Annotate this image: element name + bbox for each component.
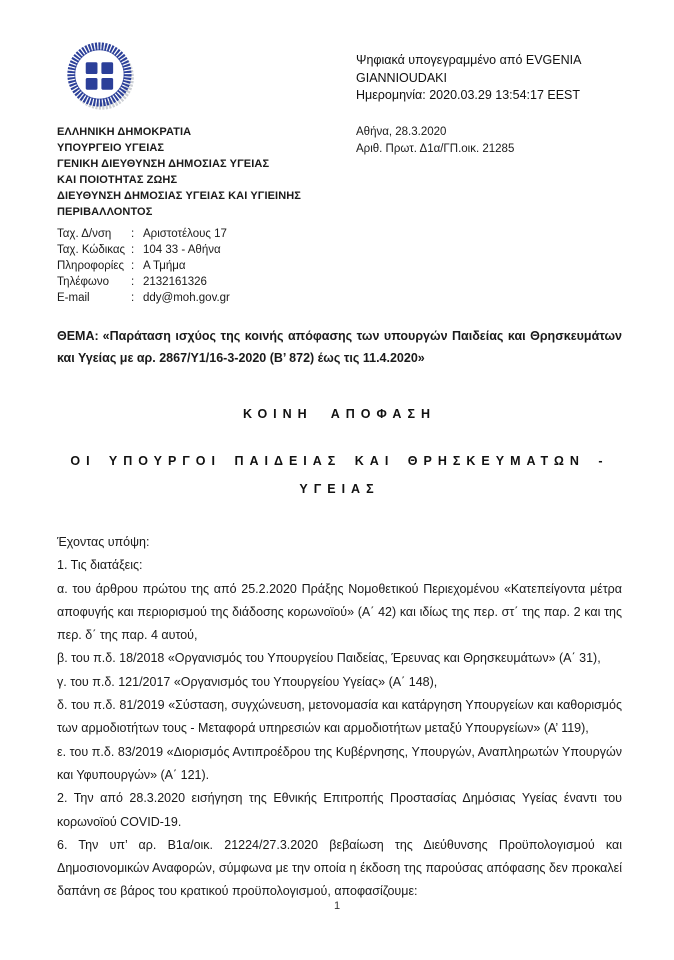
contact-row-phone [57, 274, 622, 290]
contact-value: Αριστοτέλους 17 [143, 228, 227, 240]
contact-row-address [57, 226, 622, 242]
document-date: Αθήνα, 28.3.2020 [356, 126, 447, 138]
contact-row-email [57, 290, 622, 306]
agency-line-directorate-2: ΠΕΡΙΒΑΛΛΟΝΤΟΣ [57, 206, 153, 218]
contact-colon: : [131, 276, 135, 288]
contact-label: E-mail [57, 292, 90, 304]
digital-signature [356, 40, 622, 105]
contact-label: Τηλέφωνο [57, 276, 110, 288]
contact-row-information [57, 258, 622, 274]
protocol-number: Αριθ. Πρωτ. Δ1α/ΓΠ.οικ. 21285 [356, 142, 515, 155]
heading-ministers-education-religion: ΟΙ ΥΠΟΥΡΓΟΙ ΠΑΙΔΕΙΑΣ ΚΑΙ ΘΡΗΣΚΕΥΜΑΤΩΝ - [70, 454, 609, 468]
agency-line-gen-directorate-2: ΚΑΙ ΠΟΙΟΤΗΤΑΣ ΖΩΗΣ [57, 174, 178, 186]
agency-line-ministry: ΥΠΟΥΡΓΕΙΟ ΥΓΕΙΑΣ [57, 142, 165, 154]
agency-line-gen-directorate-1: ΓΕΝΙΚΗ ΔΙΕΥΘΥΝΣΗ ΔΗΜΟΣΙΑΣ ΥΓΕΙΑΣ [57, 158, 270, 170]
agency-line-republic: ΕΛΛΗΝΙΚΗ ΔΗΜΟΚΡΑΤΙΑ [57, 126, 192, 138]
subject [57, 325, 622, 369]
contact-colon: : [131, 228, 135, 240]
contact-label: Ταχ. Κώδικας [57, 244, 126, 256]
greek-emblem-icon [61, 40, 141, 112]
signature-line-3: Ημερομηνία: 2020.03.29 13:54:17 EEST [356, 88, 581, 102]
subject-text: «Παράταση ισχύος της κοινής απόφασης των υπουργών Παιδείας και Θρησκευμάτων και Υγείας με αρ. 2867/Υ1/16-3-2020 (Β’ 872) έως τις 11.4.2020» [57, 329, 622, 365]
contact-label: Πληροφορίες [57, 260, 125, 272]
page-number: 1 [333, 900, 341, 912]
body-paragraph-item-a: α. του άρθρου πρώτου της από 25.2.2020 Πράξης Νομοθετικού Περιεχομένου «Κατεπείγοντα μέτρα αποφυγής και περιορισμού της διάδοσης κορωνοϊού» (Α΄ 42) και ιδίως της περ. στ΄ της παρ. 2 και της περ. δ΄ της παρ. 4 αυτού, [57, 581, 622, 643]
signature-line-2: GIANNIOUDAKI [356, 70, 447, 85]
heading-joint-decision: ΚΟΙΝΗ ΑΠΟΦΑΣΗ [243, 407, 436, 421]
contact-value: ddy@moh.gov.gr [143, 292, 230, 304]
body-paragraph-item-d: δ. του π.δ. 81/2019 «Σύσταση, συγχώνευση, μετονομασία και κατάργηση Υπουργείων και καθορισμός των αρμοδιοτήτων τους - Μεταφορά υπηρεσιών και αρμοδιοτήτων μεταξύ Υπουργείων» (Α’ 119), [57, 698, 622, 736]
body-paragraph-item-e: ε. του π.δ. 83/2019 «Διορισμός Αντιπροέδρου της Κυβέρνησης, Υπουργών, Αναπληρωτών Υπουργών και Υφυπουργών» (Α΄ 121). [57, 744, 622, 782]
contact-block [57, 226, 622, 306]
body-paragraph-item-2: 2. Την από 28.3.2020 εισήγηση της Εθνικής Επιτροπής Προστασίας Δημόσιας Υγείας έναντι του κορωνοϊού COVID-19. [57, 791, 622, 829]
contact-row-postcode [57, 242, 622, 258]
body-paragraph-item-6: 6. Την υπ’ αρ. Β1α/οικ. 21224/27.3.2020 βεβαίωση της Διεύθυνσης Προϋπολογισμού και Δημοσιονομικών Αναφορών, σύμφωνα με την οποία η έκδοση της παρούσας απόφασης δεν προκαλεί δαπάνη σε βάρος του κρατικού προϋπολογισμού, αποφασίζουμε: [57, 837, 622, 899]
contact-colon: : [131, 292, 135, 304]
subject-label: ΘΕΜΑ: [57, 329, 99, 343]
agency-line-directorate-1: ΔΙΕΥΘΥΝΣΗ ΔΗΜΟΣΙΑΣ ΥΓΕΙΑΣ ΚΑΙ ΥΓΙΕΙΝΗΣ [57, 190, 302, 202]
heading-ministers-health: ΥΓΕΙΑΣ [299, 482, 380, 496]
contact-colon: : [131, 244, 135, 256]
signature-line-1: Ψηφιακά υπογεγραμμένο από EVGENIA [356, 53, 582, 67]
contact-value: Α Τμήμα [143, 260, 186, 272]
contact-value: 2132161326 [143, 276, 207, 288]
agency-block [57, 124, 356, 220]
body-paragraph-item-c: γ. του π.δ. 121/2017 «Οργανισμός του Υπουργείου Υγείας» (Α΄ 148), [57, 674, 438, 689]
body-paragraph-having-regard: Έχοντας υπόψη: [57, 535, 150, 549]
body-paragraph-item-b: β. του π.δ. 18/2018 «Οργανισμός του Υπουργείου Παιδείας, Έρευνας και Θρησκευμάτων» (Α΄ 31), [57, 651, 601, 666]
meta-block [356, 124, 622, 220]
contact-value: 104 33 - Αθήνα [143, 244, 221, 256]
greek-emblem-logo [61, 40, 141, 112]
contact-label: Ταχ. Δ/νση [57, 228, 112, 240]
top-row [57, 40, 622, 112]
body-paragraph-provisions: 1. Τις διατάξεις: [57, 558, 143, 573]
decision-body [57, 531, 622, 904]
contact-colon: : [131, 260, 135, 272]
header-row [57, 124, 622, 220]
